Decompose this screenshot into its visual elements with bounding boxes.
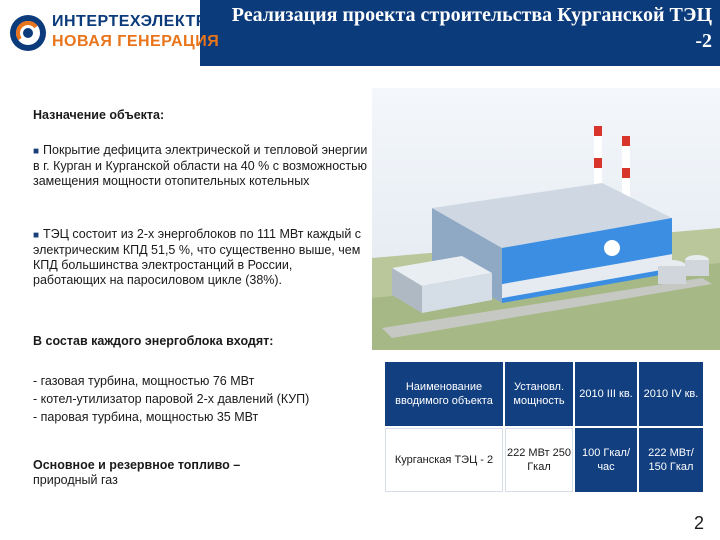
square-bullet-icon: ■ [33, 146, 40, 157]
logo-text-bottom: НОВАЯ ГЕНЕРАЦИЯ [52, 33, 220, 50]
table-cell-capacity: 222 МВт 250 Гкал [505, 428, 573, 492]
fuel-value: природный газ [33, 473, 118, 487]
slide-title: Реализация проекта строительства Курганской ТЭЦ -2 [231, 4, 712, 52]
purpose-bullet-1-text: Покрытие дефицита электрической и тепловой энергии в г. Курган и Курганской области на 40 % с возможностью замещения мощности отопительных котельных [33, 143, 368, 188]
composition-item: - паровая турбина, мощностью 35 МВт [33, 410, 259, 424]
header-bar [0, 0, 720, 66]
table-cell-q4: 222 МВт/ 150 Гкал [639, 428, 703, 492]
purpose-bullet-1 [33, 143, 373, 189]
fuel-info [33, 458, 333, 488]
table-cell-object: Курганская ТЭЦ - 2 [385, 428, 503, 492]
purpose-bullet-2 [33, 227, 363, 288]
power-plant-image [372, 88, 720, 350]
purpose-bullet-2-text: ТЭЦ состоит из 2-х энергоблоков по 111 МВт каждый с электрическим КПД 51,5 %, что существенно выше, чем КПД большинства электростанций в России, работающих на паросиловом цикле (38%). [33, 227, 362, 287]
composition-item: - котел-утилизатор паровой 2-х давлений (КУП) [33, 392, 310, 406]
composition-list [33, 372, 373, 426]
table-header-cell: Установл. мощность [505, 362, 573, 426]
table-cell-q3: 100 Гкал/ час [575, 428, 637, 492]
logo-emblem-icon [8, 13, 48, 53]
purpose-heading: Назначение объекта: [33, 108, 165, 122]
composition-item: - газовая турбина, мощностью 76 МВт [33, 374, 255, 388]
table-header-cell: 2010 III кв. [575, 362, 637, 426]
company-logo [0, 0, 220, 66]
page-number: 2 [693, 513, 704, 533]
table-header-cell: 2010 IV кв. [639, 362, 703, 426]
table-header-cell: Наименование вводимого объекта [385, 362, 503, 426]
square-bullet-icon: ■ [33, 230, 40, 241]
composition-heading: В состав каждого энергоблока входят: [33, 334, 274, 348]
logo-text-top: ИНТЕРТЕХЭЛЕКТРО [52, 13, 220, 30]
fuel-heading: Основное и резервное топливо – [33, 458, 241, 472]
